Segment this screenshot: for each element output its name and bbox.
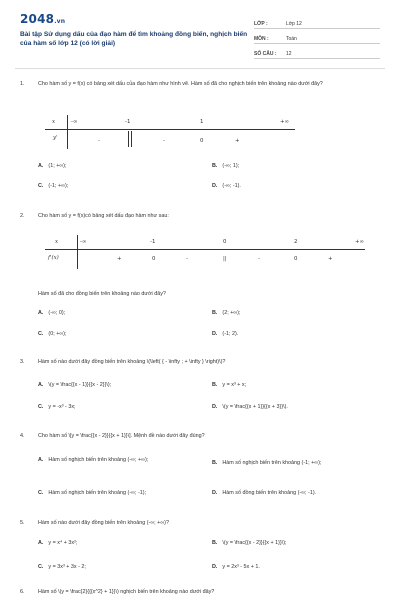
option-3c[interactable]: C. y = -x³ - 3x; [38, 404, 76, 410]
question-text: Cho hàm số y = f(x) có bảng xét dấu của đạo hàm như hình vẽ. Hàm số đã cho nghịch biến trên khoảng nào dưới đây? [38, 81, 323, 87]
meta-panel [254, 15, 380, 60]
question-text: Cho hàm số y = f(x)có bảng xét dấu đạo hàm như sau: [38, 213, 169, 219]
worksheet-page: 2048.vn Bài tập Sử dụng dấu của đạo hàm để tìm khoảng đồng biến, nghịch biến của hàm số lớp 12 (có lời giải) LỚP : Lớp 12 MÔN : Toán SỐ CÂU : 12 1. Cho hàm số y = f(x) có bảng xét dấu của đạo hàm như hình vẽ. Hàm số đã cho nghịch biến trên khoảng nào dưới đây? x y' -∞ -1 1 +∞ - - 0 + A. (1; +∞); B. (-∞; 1); C. (-1; +∞); D. (-∞; -1). 2. Cho hàm số y = f(x)có bảng xét dấu đạo hàm như sau: x f'(x) -∞ -1 0 2 +∞ + 0 - || - 0 + Hàm số đã cho đồng biến trên khoảng nào dưới đây? A. (-∞; 0); B. (2; +∞); C. (0; +∞); D. (-1; 2). 3. Hàm số nào dưới đây đồng biến trên khoảng \(\left( { - \infty ; + \infty } \right)\)? A. \(y = \frac{{x - 1}}{{x - 2}}\); B. y = x³ + x; C. y = -x³ - 3x; D. \(y = \frac{{x + 1}}{{x + 3}}\). 4. Cho hàm số \[y = \frac{{x - 2}}{{x + 1}}\]. Mệnh đề nào dưới đây đúng? A. Hàm số nghịch biến trên khoảng (-∞; +∞); B. Hàm số nghịch biến trên khoảng (-1; +∞); C. Hàm số nghịch biến trên khoảng (-∞; -1); D. Hàm số đồng biến trên khoảng (-∞; -1). 5. Hàm số nào dưới đây đồng biến trên khoảng (-∞; +∞)? A. y = x⁴ + 3x²; B. \(y = \frac{{x - 2}}{{x + 1}}\); C. y = 3x³ + 3x - 2; D. y = 2x³ - 5x + 1. 6. Hàm số \(y = \frac{2}{{{x^2} + 1}}\) nghịch biến trên khoảng nào dưới đây? [0, 0, 400, 600]
option-3b[interactable]: B. y = x³ + x; [212, 382, 247, 388]
meta-row-count: SỐ CÂU : 12 [254, 45, 380, 59]
option-3d[interactable]: D. \(y = \frac{{x + 1}}{{x + 3}}\). [212, 404, 288, 410]
divider [15, 68, 385, 69]
question-text: Cho hàm số \[y = \frac{{x - 2}}{{x + 1}}\]. Mệnh đề nào dưới đây đúng? [38, 433, 205, 439]
option-2d[interactable]: D. (-1; 2). [212, 331, 239, 337]
question-text: Hàm số nào dưới đây đồng biến trên khoảng \(\left( { - \infty ; + \infty } \right)\)? [38, 359, 226, 365]
page-header [20, 12, 380, 60]
option-4d[interactable]: D. Hàm số đồng biến trên khoảng (-∞; -1). [212, 490, 317, 496]
option-2a[interactable]: A. (-∞; 0); [38, 310, 66, 316]
meta-row-subject: MÔN : Toán [254, 30, 380, 44]
question-text: Hàm số \(y = \frac{2}{{{x^2} + 1}}\) nghịch biến trên khoảng nào dưới đây? [38, 589, 215, 595]
option-1a[interactable]: A. (1; +∞); [38, 163, 67, 169]
sign-table-1: x y' -∞ -1 1 +∞ - - 0 + [52, 119, 290, 144]
question-text: Hàm số nào dưới đây đồng biến trên khoảng (-∞; +∞)? [38, 520, 169, 526]
sign-table-2: x f'(x) -∞ -1 0 2 +∞ + 0 - || - 0 + [48, 239, 365, 262]
option-4a[interactable]: A. Hàm số nghịch biến trên khoảng (-∞; +∞); [38, 457, 149, 463]
option-4b[interactable]: B. Hàm số nghịch biến trên khoảng (-1; +∞); [212, 460, 322, 466]
option-5b[interactable]: B. \(y = \frac{{x - 2}}{{x + 1}}\); [212, 540, 287, 546]
meta-row-class: LỚP : Lớp 12 [254, 15, 380, 29]
option-5c[interactable]: C. y = 3x³ + 3x - 2; [38, 564, 86, 570]
page-title: Bài tập Sử dụng dấu của đạo hàm để tìm khoảng đồng biến, nghịch biến của hàm số lớp 12 (có lời giải) [20, 31, 248, 47]
option-3a[interactable]: A. \(y = \frac{{x - 1}}{{x - 2}}\); [38, 382, 112, 388]
option-1c[interactable]: C. (-1; +∞); [38, 183, 69, 189]
site-logo[interactable]: 2048.vn [20, 12, 66, 26]
option-4c[interactable]: C. Hàm số nghịch biến trên khoảng (-∞; -1); [38, 490, 147, 496]
option-2c[interactable]: C. (0; +∞); [38, 331, 67, 337]
option-5a[interactable]: A. y = x⁴ + 3x²; [38, 540, 78, 546]
option-1b[interactable]: B. (-∞; 1); [212, 163, 240, 169]
option-1d[interactable]: D. (-∞; -1). [212, 183, 241, 189]
option-2b[interactable]: B. (2; +∞); [212, 310, 241, 316]
option-5d[interactable]: D. y = 2x³ - 5x + 1. [212, 564, 260, 570]
